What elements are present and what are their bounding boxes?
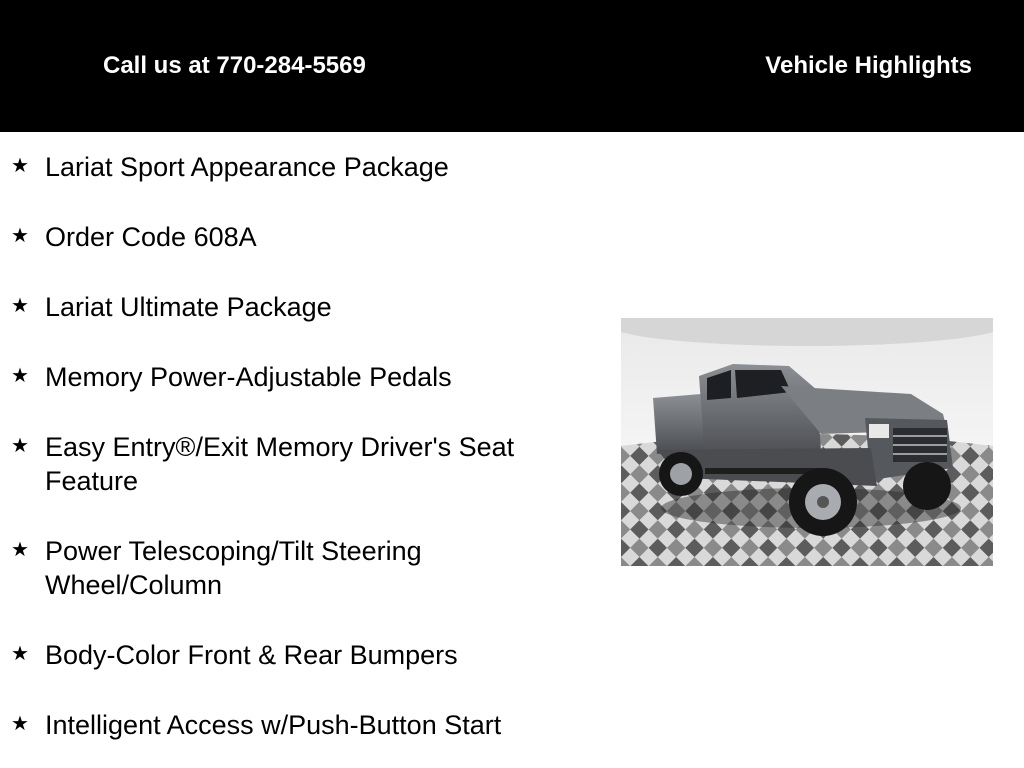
phone-link[interactable]: Call us at 770-284-5569 [103,52,366,79]
feature-item [0,638,600,672]
star-icon: ★ [11,155,29,177]
feature-label: Body-Color Front & Rear Bumpers [45,640,458,670]
feature-item [0,708,600,742]
feature-label: Memory Power-Adjustable Pedals [45,362,452,392]
section-title: Vehicle Highlights [765,52,972,79]
star-icon: ★ [11,295,29,317]
header-bar [0,0,1024,132]
star-icon: ★ [11,435,29,457]
feature-label: Order Code 608A [45,222,257,252]
feature-label: Easy Entry®/Exit Memory Driver's Seat Feature [45,432,515,496]
feature-item [0,430,600,498]
feature-label: Lariat Ultimate Package [45,292,332,322]
feature-list [0,150,600,768]
truck-image [621,318,993,566]
feature-label: Intelligent Access w/Push-Button Start [45,710,502,740]
star-icon: ★ [11,713,29,735]
feature-label: Lariat Sport Appearance Package [45,152,449,182]
star-icon: ★ [11,643,29,665]
feature-label: Power Telescoping/Tilt Steering Wheel/Column [45,536,422,600]
star-icon: ★ [11,539,29,561]
star-icon: ★ [11,365,29,387]
feature-item [0,290,600,324]
feature-item [0,150,600,184]
feature-item [0,360,600,394]
vehicle-photo[interactable] [621,318,993,566]
star-icon: ★ [11,225,29,247]
feature-item [0,220,600,254]
feature-item [0,534,600,602]
